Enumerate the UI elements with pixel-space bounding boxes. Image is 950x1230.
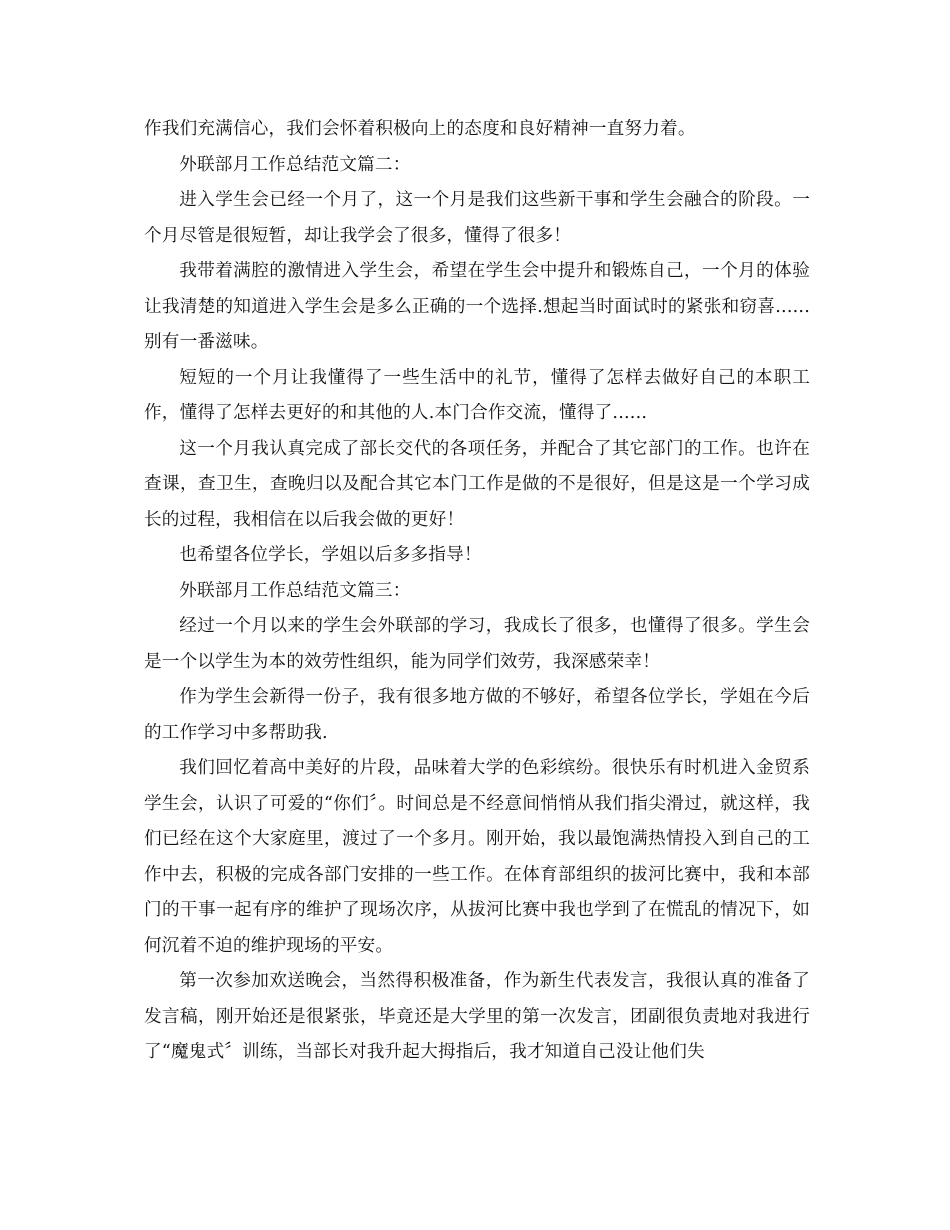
document-body bbox=[144, 112, 810, 1071]
paragraph: 这一个月我认真完成了部长交代的各项任务，并配合了其它部门的工作。也许在查课，查卫生，查晚归以及配合其它本门工作是做的不是很好，但是这是一个学习成长的过程，我相信在以后我会做的更好！ bbox=[144, 438, 810, 530]
paragraph: 作为学生会新得一份子，我有很多地方做的不够好，希望各位学长，学姐在今后的工作学习中多帮助我. bbox=[144, 687, 810, 743]
paragraph: 短短的一个月让我懂得了一些生活中的礼节，懂得了怎样去做好自己的本职工作，懂得了怎样去更好的和其他的人.本门合作交流，懂得了...... bbox=[144, 367, 810, 423]
paragraph: 我带着满腔的激情进入学生会，希望在学生会中提升和锻炼自己，一个月的体验让我清楚的知道进入学生会是多么正确的一个选择.想起当时面试时的紧张和窃喜......别有一番滋味。 bbox=[144, 261, 810, 352]
paragraph: 进入学生会已经一个月了，这一个月是我们这些新干事和学生会融合的阶段。一个月尽管是很短暂，却让我学会了很多，懂得了很多！ bbox=[144, 190, 810, 246]
paragraph: 经过一个月以来的学生会外联部的学习，我成长了很多，也懂得了很多。学生会是一个以学生为本的效劳性组织，能为同学们效劳，我深感荣幸！ bbox=[144, 616, 810, 672]
paragraph-continuation: 作我们充满信心，我们会怀着积极向上的态度和良好精神一直努力着。 bbox=[144, 119, 696, 139]
section-heading-part-two: 外联部月工作总结范文篇二： bbox=[179, 154, 411, 175]
paragraph: 我们回忆着高中美好的片段，品味着大学的色彩缤纷。很快乐有时机进入金贸系学生会，认识了可爱的“你们〞。时间总是不经意间悄悄从我们指尖滑过，就这样，我们已经在这个大家庭里，渡过了一个多月。刚开始，我以最饱满热情投入到自己的工作中去，积极的完成各部门安排的一些工作。在体育部组织的拔河比赛中，我和本部门的干事一起有序的维护了现场次序，从拔河比赛中我也学到了在慌乱的情况下，如何沉着不迫的维护现场的平安。 bbox=[144, 758, 810, 956]
paragraph: 也希望各位学长，学姐以后多多指导！ bbox=[179, 545, 482, 565]
section-heading-part-three: 外联部月工作总结范文篇三： bbox=[179, 580, 411, 601]
paragraph: 第一次参加欢送晚会，当然得积极准备，作为新生代表发言，我很认真的准备了发言稿，刚开始还是很紧张，毕竟还是大学里的第一次发言，团副很负责地对我进行了“魔鬼式〞训练，当部长对我升起大拇指后，我才知道自己没让他们失 bbox=[144, 971, 810, 1062]
